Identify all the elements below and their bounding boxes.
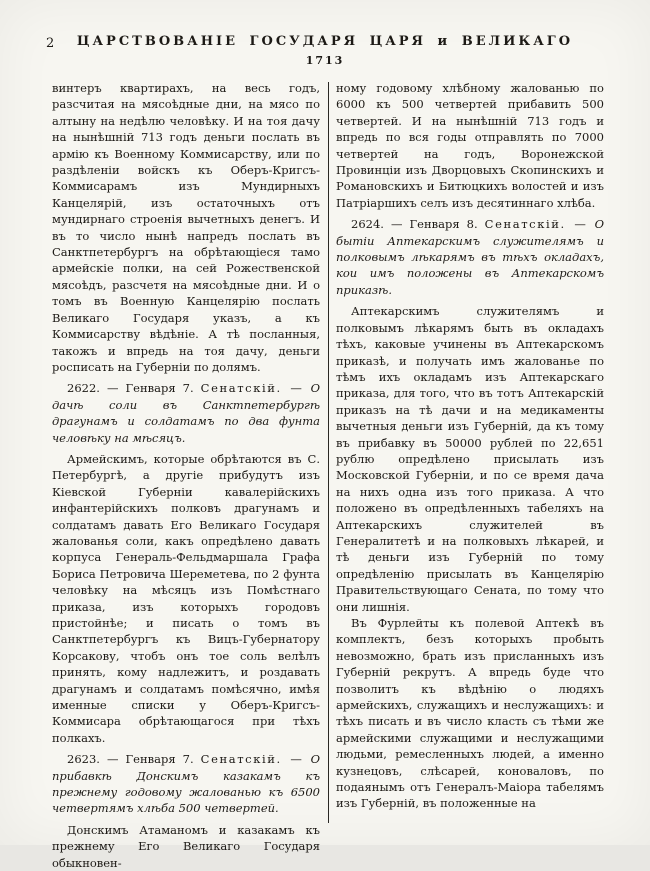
- page-number: 2: [46, 36, 55, 51]
- entry-source: Сенатскій. —: [484, 217, 588, 232]
- running-head: [0, 34, 650, 54]
- paragraph: винтеръ квартирахъ, на весь годъ, разсчитая на мясоѣдные дни, на мясо по алтыну на недѣлю человѣку. И на тоя дачу на нынѣшній 713 годъ деньги послать въ армію къ Военному Коммисарству, или по раздѣленіи войскъ къ Оберъ-Кригсъ-Коммисарамъ изъ Мундирныхъ Канцелярій, изъ остаточныхъ отъ мундирнаго строенія вычетныхъ денегъ. И въ то число нынѣ напредъ послать въ Санктпетербургъ на обрѣтающіеся тамо армейскіе полки, на сей Рожественской мясоѣдъ, разсчетя на мясоѣдные дни. И о томъ въ Военную Канцелярію послать Великаго Государя указъ, а къ Коммисарству вѣдѣніе. А тѣ посланныя, такожъ и впредь на тоя дачу, деньги росписать на Губерніи по долямъ.: [52, 81, 320, 374]
- paragraph: Донскимъ Атаманомъ и казакамъ къ прежнему Его Великаго Государя обыкновен-: [52, 822, 320, 870]
- column-divider: [328, 82, 329, 823]
- year-heading: 1713: [305, 54, 345, 67]
- entry-heading: [52, 751, 320, 817]
- paragraph: ному годовому хлѣбному жалованью по 6000 къ 500 четвертей прибавить 500 четвертей. И на нынѣшній 713 годъ и впредь по вся годы отправлять по 7000 четвертей на годъ, Воронежской Провинціи изъ Дворцовыхъ Скопинскихъ и Романовскихъ и Битюцкихъ волостей и изъ Патріаршихъ селъ изъ десятиннаго хлѣба.: [336, 81, 604, 210]
- entry-number: 2622. —: [67, 381, 119, 396]
- text-block: [52, 80, 605, 870]
- entry-title: О бытіи Аптекарскимъ служителямъ и полковымъ лѣкарямъ въ тѣхъ окладахъ, кои имъ положены въ Аптекарскомъ приказѣ.: [336, 217, 605, 297]
- paragraph: Аптекарскимъ служителямъ и полковымъ лѣкарямъ быть въ окладахъ тѣхъ, каковые учинены въ Аптекарскомъ приказѣ, и получать имъ жалованье по тѣмъ ихъ окладамъ изъ Аптекарскаго приказа, для того, что въ тотъ Аптекарскій приказъ на тѣ дачи и на медикаменты вычетныя деньги изъ Губерній, да къ тому въ прибавку въ 50000 рублей по 22,651 рублю опредѣлено присылать изъ Московской Губерніи, и по се время дача на нихъ одна изъ того приказа. А что положено въ опредѣленныхъ табеляхъ на Аптекарскихъ служителей въ Генералитетѣ и на полковыхъ лѣкарей, и тѣ деньги изъ Губерній по тому опредѣленію присылать въ Канцелярію Правительствующаго Сената, по тому что они лишнія.: [336, 304, 604, 614]
- entry-source: Сенатскій. —: [200, 381, 304, 396]
- entry-title: О дачѣ соли въ Санктпетербургѣ драгунамъ и солдатамъ по два фунта человѣку на мѣсяцъ.: [52, 381, 321, 445]
- page-title: ЦАРСТВОВАНІЕ ГОСУДАРЯ ЦАРЯ и ВЕЛИКАГО: [76, 34, 574, 49]
- left-column: [52, 80, 321, 870]
- right-column: [336, 80, 604, 827]
- entry-number: 2623. —: [67, 752, 119, 767]
- entry-heading: [336, 216, 604, 298]
- paragraph: Армейскимъ, которые обрѣтаются въ С. Петербургѣ, а другіе прибудутъ изъ Кіевской Губерніи кавалерійскихъ инфантерійскихъ полковъ драгунамъ и солдатамъ давать Его Великаго Государя жалованья соли, какъ опредѣлено давать корпуса Генераль-Фельдмаршала Графа Бориса Петровича Шереметева, по 2 фунта человѣку на мѣсяцъ изъ Помѣстнаго приказа, изъ которыхъ городовъ пристойнѣе; и писать о томъ въ Санктпетербургъ къ Вицъ-Губернатору Корсакову, чтобъ онъ тое соль велѣлъ принять, кому надлежитъ, и роздавать драгунамъ и солдатамъ помѣсячно, имѣя именные списки у Оберъ-Кригсъ-Коммисара обрѣтающагося при тѣхъ полкахъ.: [52, 451, 320, 745]
- entry-date: Генваря 7.: [125, 381, 194, 396]
- entry-date: Генваря 8.: [409, 217, 478, 232]
- entry-number: 2624. —: [351, 217, 403, 232]
- entry-source: Сенатскій. —: [200, 752, 304, 767]
- paragraph: Въ Фурлейты къ полевой Аптекѣ въ комплектъ, безъ которыхъ пробыть невозможно, брать изъ присланныхъ изъ Губерній рекрутъ. А впредь буде что позволитъ къ вѣдѣнію о людяхъ армейскихъ, служащихъ и неслужащихъ: и тѣхъ писать и въ число класть съ тѣми же армейскими служащими и неслужащими людьми, ремесленныхъ людей, а именно кузнецовъ, слѣсарей, коноваловъ, по подаянымъ отъ Генералъ-Маіора табелямъ изъ Губерній, въ положенные на: [336, 616, 604, 811]
- entry-title: О прибавкѣ Донскимъ казакамъ къ прежнему годовому жалованью къ 6500 четвертямъ хлѣба 500 четвертей.: [52, 752, 321, 816]
- entry-date: Генваря 7.: [125, 752, 194, 767]
- entry-heading: [52, 380, 320, 446]
